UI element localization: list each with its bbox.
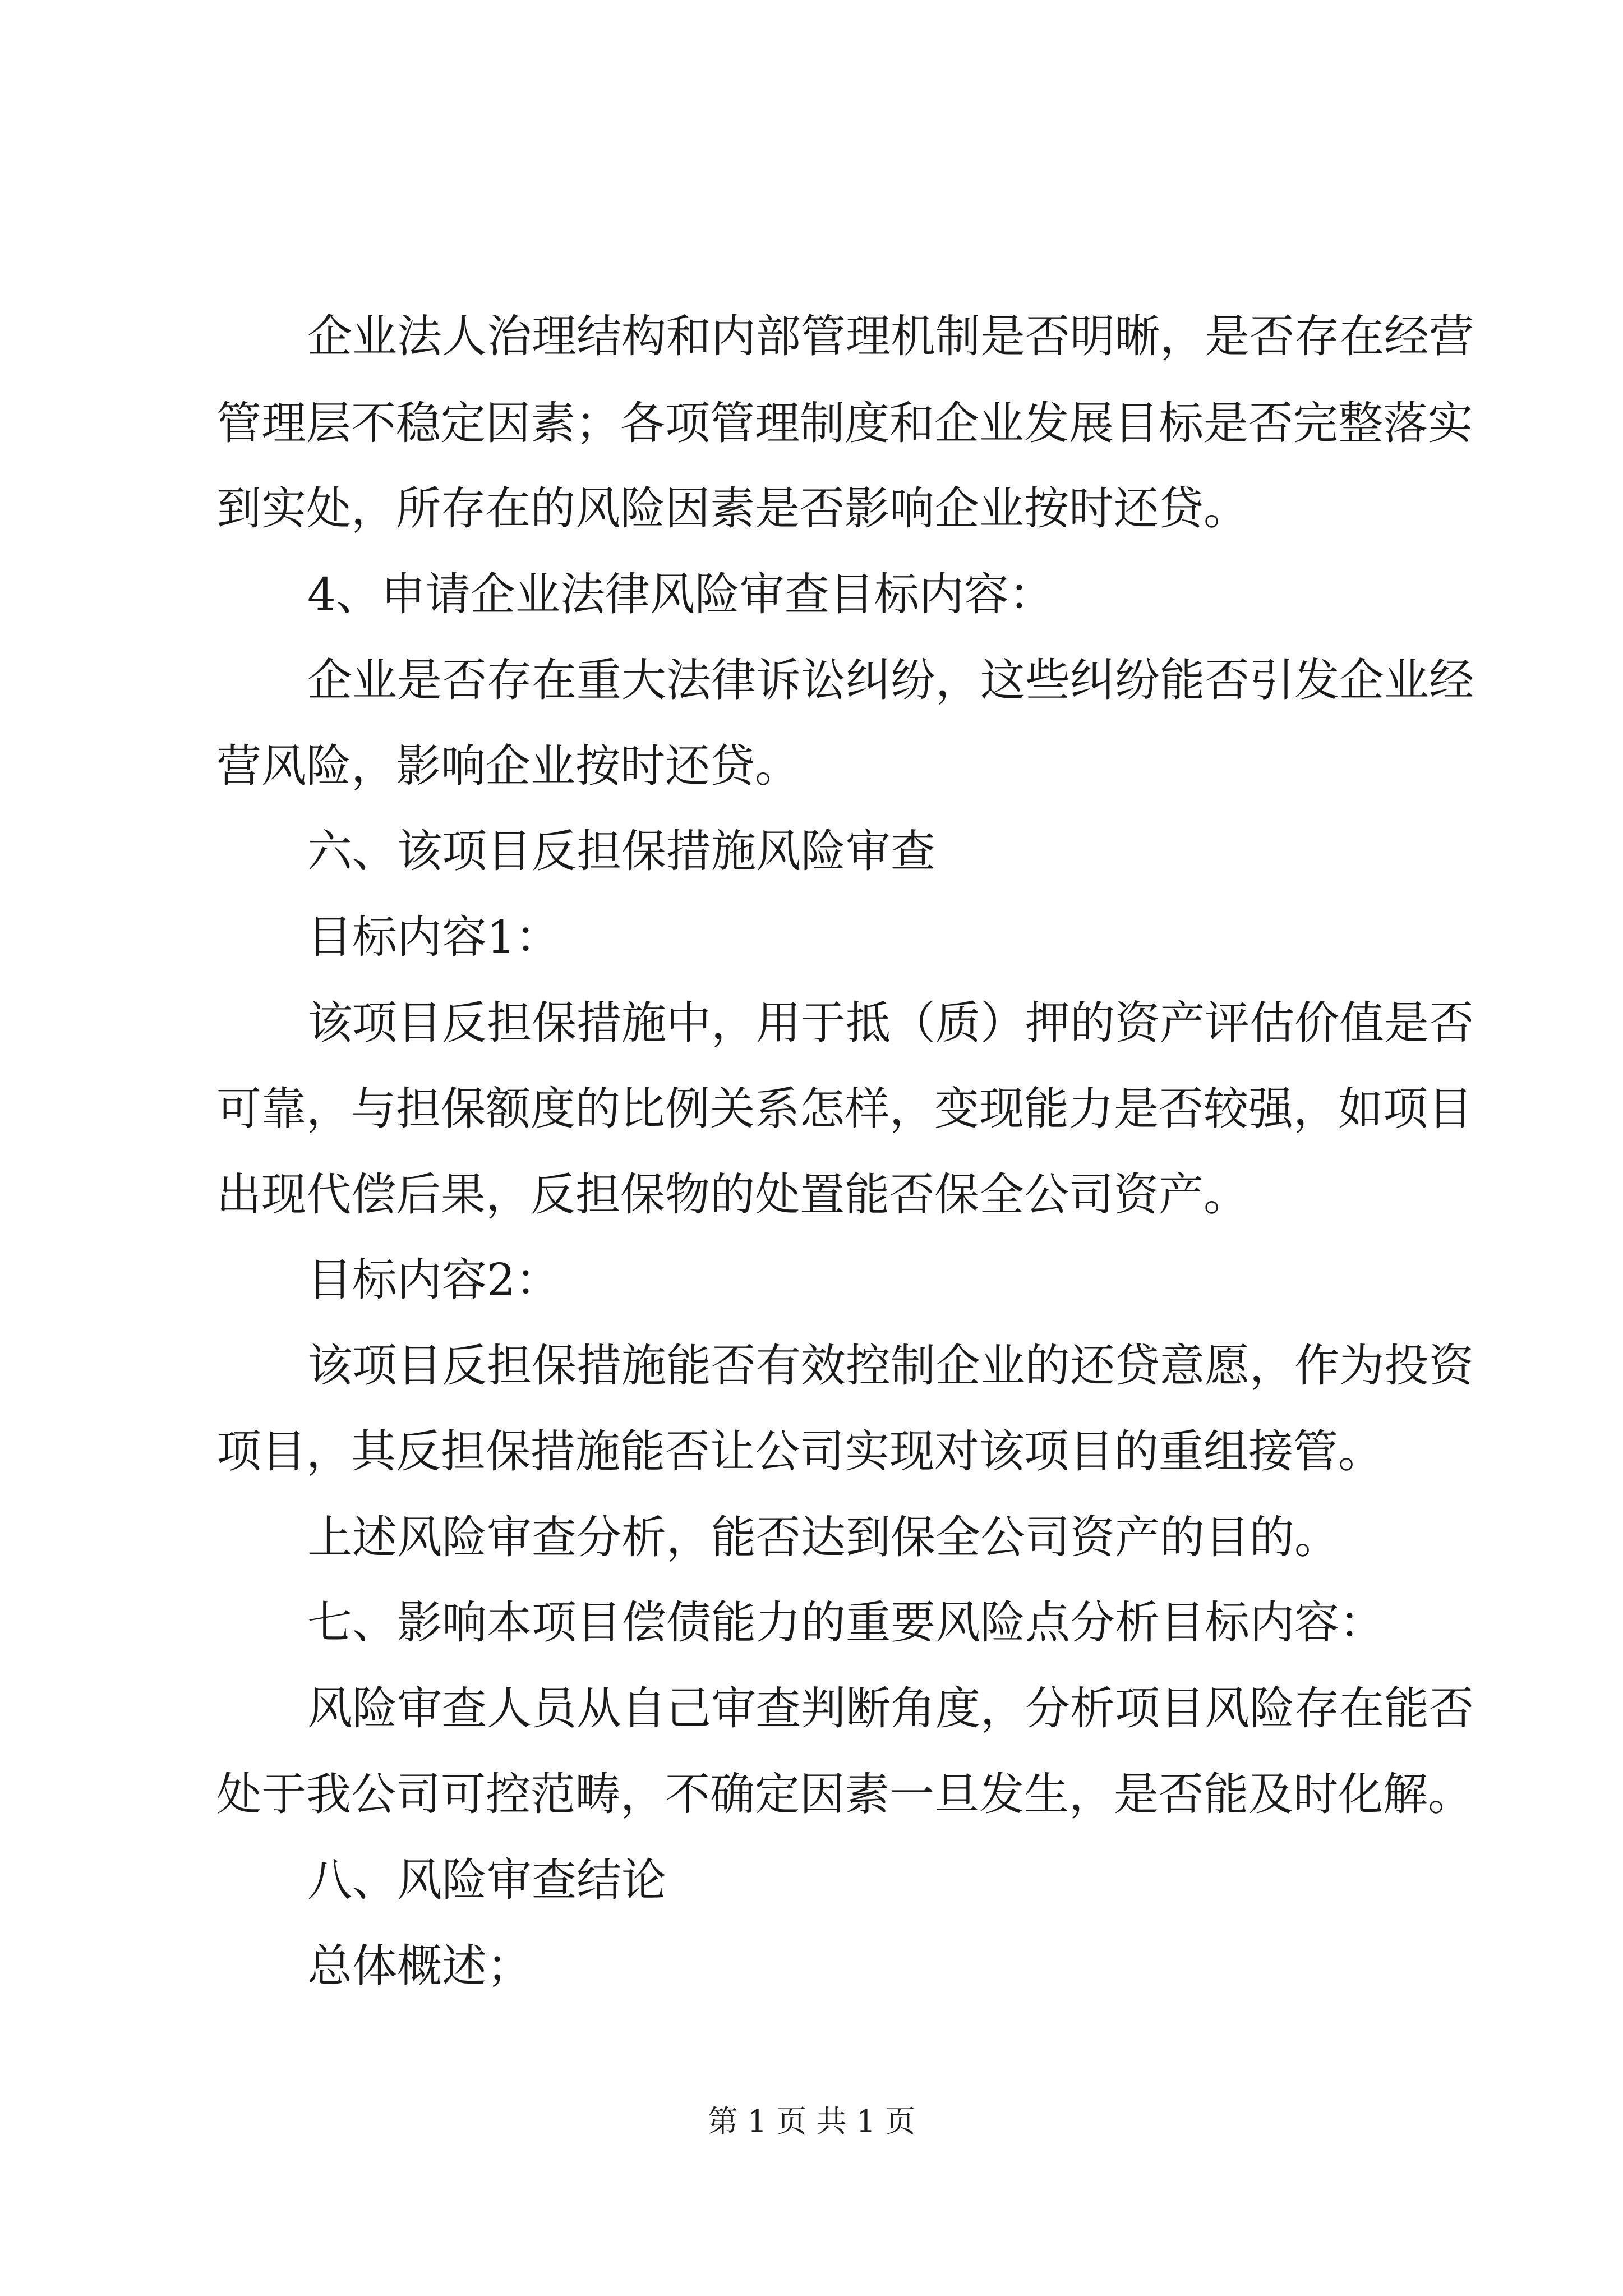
body-line: 该项目反担保措施中，用于抵（质）押的资产评估价值是否 <box>307 997 1474 1049</box>
page-footer: 第 1 页 共 1 页 <box>707 2104 916 2139</box>
section-heading: 4、申请企业法律风险审查目标内容： <box>307 568 1054 620</box>
body-line: 处于我公司可控范畴，不确定因素一旦发生，是否能及时化解。 <box>216 1768 1473 1820</box>
section-heading: 七、影响本项目偿债能力的重要风险点分析目标内容： <box>307 1596 1384 1649</box>
body-line: 项目，其反担保措施能否让公司实现对该项目的重组接管。 <box>216 1425 1383 1478</box>
subheading: 目标内容1： <box>307 911 560 963</box>
body-line: 企业是否存在重大法律诉讼纠纷，这些纠纷能否引发企业经 <box>307 654 1474 706</box>
body-line: 到实处，所存在的风险因素是否影响企业按时还贷。 <box>216 482 1248 535</box>
body-line: 上述风险审查分析，能否达到保全公司资产的目的。 <box>307 1511 1339 1563</box>
body-line: 出现代偿后果，反担保物的处置能否保全公司资产。 <box>216 1168 1248 1221</box>
body-line: 管理层不稳定因素；各项管理制度和企业发展目标是否完整落实 <box>216 397 1473 449</box>
section-heading: 八、风险审查结论 <box>307 1854 666 1906</box>
subheading: 目标内容2： <box>307 1254 560 1306</box>
body-line: 风险审查人员从自己审查判断角度，分析项目风险存在能否 <box>307 1682 1474 1734</box>
body-line: 营风险，影响企业按时还贷。 <box>216 740 800 792</box>
body-line: 该项目反担保措施能否有效控制企业的还贷意愿，作为投资 <box>307 1340 1474 1392</box>
body-line: 企业法人治理结构和内部管理机制是否明晰，是否存在经营 <box>307 310 1474 362</box>
body-line: 总体概述； <box>307 1940 532 1992</box>
section-heading: 六、该项目反担保措施风险审查 <box>307 825 935 877</box>
body-line: 可靠，与担保额度的比例关系怎样，变现能力是否较强，如项目 <box>216 1083 1473 1135</box>
